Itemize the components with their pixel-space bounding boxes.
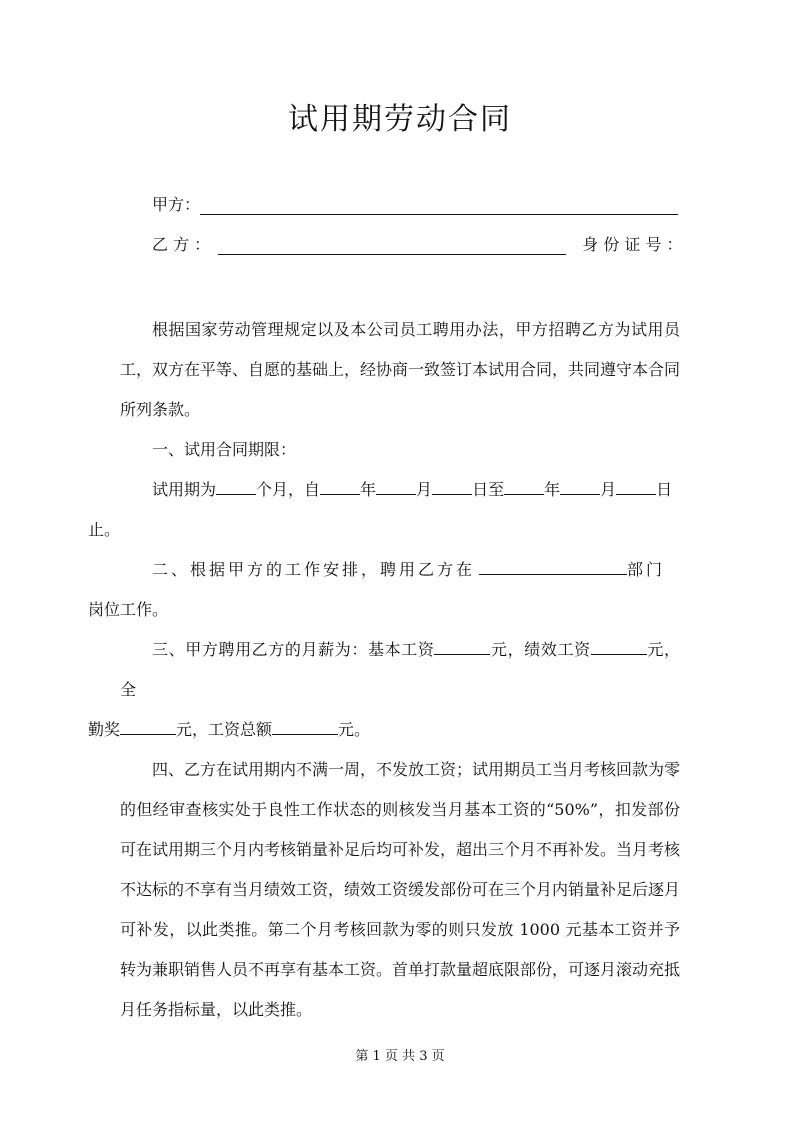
contract-body [88, 310, 681, 1030]
party-b-row [152, 232, 683, 255]
section4-paragraph: 四、乙方在试用期内不满一周，不发放工资；试用期员工当月考核回款为零的但经审查核实处于良性工作状态的则核发当月基本工资的“50%”，扣发部份可在试用期三个月内考核销量补足后均可补发，超出三个月不再补发。当月考核不达标的不享有当月绩效工资，绩效工资缓发部份可在三个月内销量补足后逐月可补发，以此类推。第二个月考核回款为零的则只发放 1000 元基本工资并予转为兼职销售人员不再享有基本工资。首单打款量超底限部份，可逐月滚动充抵月任务指标量，以此类推。 [120, 760, 681, 1019]
text-segment: 三、甲方聘用乙方的月薪为：基本工资 [152, 640, 435, 659]
party-b-label: 乙 方 ： [152, 235, 211, 254]
blank-base-salary [434, 638, 490, 655]
section2-paragraph [88, 550, 680, 630]
text-segment: 止。 [88, 520, 121, 539]
party-a-label: 甲方： [152, 195, 201, 214]
text-segment: 部门 [627, 560, 666, 579]
page-number: 第 1 页 共 3 页 [355, 1049, 445, 1064]
blank-end-month [560, 478, 600, 495]
blank-months [216, 478, 256, 495]
text-segment: 个月，自 [256, 480, 321, 499]
text-segment: 月 [600, 480, 617, 499]
text-segment: 元，全 [120, 640, 680, 699]
blank-department [479, 558, 627, 575]
document-title: 试用期劳动合同 [288, 102, 512, 137]
blank-end-year [504, 478, 544, 495]
blank-start-year [320, 478, 360, 495]
id-number-label: 身 份 证 号 ： [582, 235, 683, 254]
section1-period [88, 470, 680, 550]
blank-attendance-bonus [120, 718, 176, 735]
blank-start-month [376, 478, 416, 495]
blank-start-day [432, 478, 472, 495]
text-segment: 年 [544, 480, 561, 499]
text-segment: 日 [656, 480, 673, 499]
section3-paragraph [88, 630, 680, 750]
party-b-blank [218, 236, 566, 255]
text-segment: 元，绩效工资 [490, 640, 591, 659]
text-segment: 岗位工作。 [88, 600, 169, 619]
text-segment: 元。 [338, 720, 371, 739]
text-segment: 年 [360, 480, 377, 499]
text-segment: 二、根据甲方的工作安排，聘用乙方在 [152, 560, 476, 579]
text-segment: 日至 [472, 480, 505, 499]
text-segment: 元，工资总额 [176, 720, 273, 739]
section1-heading: 一、试用合同期限： [152, 440, 297, 459]
party-a-row [152, 192, 678, 215]
blank-performance-pay [591, 638, 647, 655]
intro-paragraph: 根据国家劳动管理规定以及本公司员工聘用办法，甲方招聘乙方为试用员工，双方在平等、自愿的基础上，经协商一致签订本试用合同，共同遵守本合同所列条款。 [120, 320, 681, 419]
party-a-blank [200, 196, 678, 215]
text-segment: 勤奖 [88, 720, 121, 739]
blank-end-day [616, 478, 656, 495]
blank-total-salary [272, 718, 338, 735]
text-segment: 月 [416, 480, 433, 499]
text-segment: 试用期为 [152, 480, 217, 499]
